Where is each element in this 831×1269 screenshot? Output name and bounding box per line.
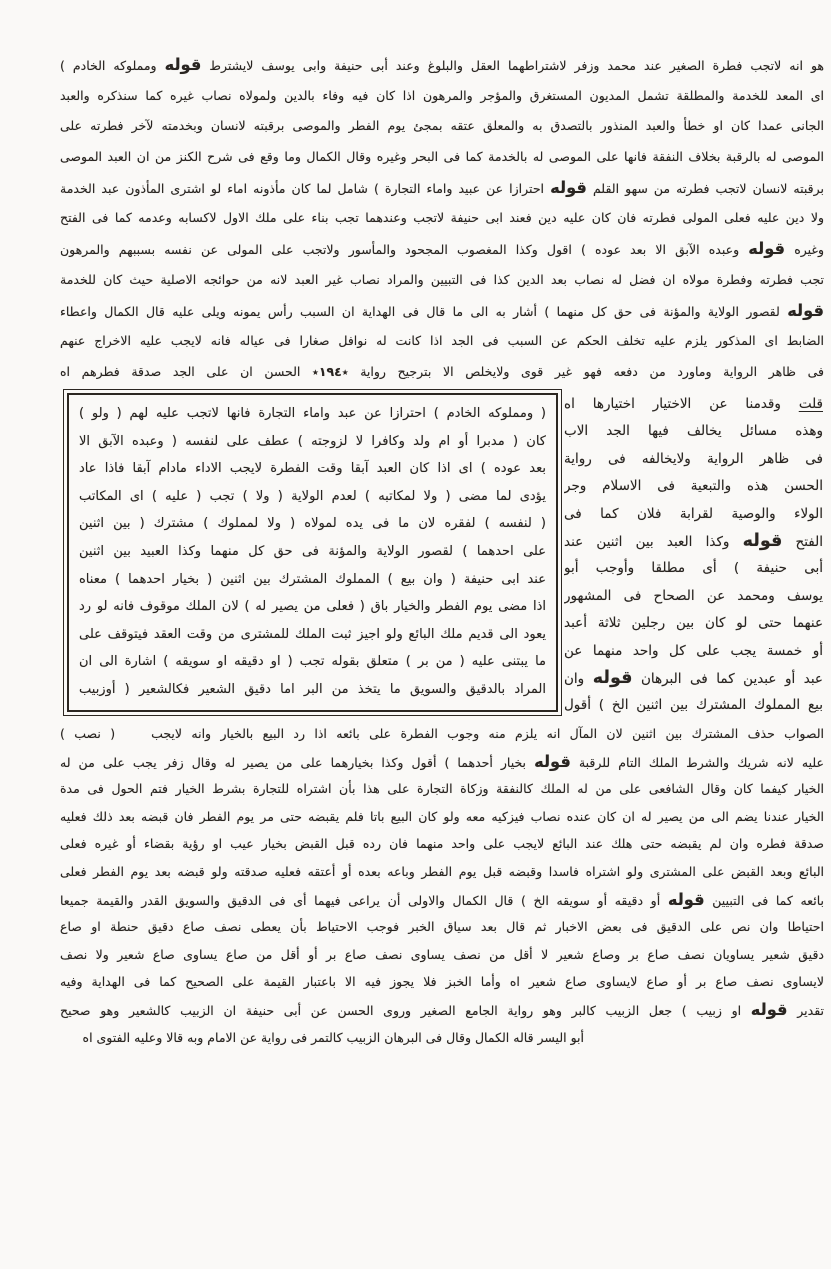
text-line <box>79 428 546 456</box>
text-run: عنهما حتى لو كان بين رجلين ثلاثة أعبد <box>564 615 823 632</box>
text-line <box>60 913 824 941</box>
text-line <box>60 173 824 204</box>
text-run: ولا دين عليه فعلى المولى فطرته فان كان عليه دين فعند ابى حنيفة لاتجب وعندهما تجب بناء على ملك الاول لاكسابه وعدمه كما فى الفتح <box>60 210 824 226</box>
text-run: الجانى عمدا كان او خطأ والعبد المنذور بالتصدق به والمعلق عتقه بمجئ يوم الفطر والموصى برقبته لانسان وبخدمته لآخر فطرته على <box>60 118 824 134</box>
text-line <box>564 501 823 528</box>
text-line <box>79 676 546 704</box>
text-line <box>564 638 823 665</box>
text-run: وكذا العبد بين اثنين عند <box>564 533 743 550</box>
text-line <box>60 81 824 112</box>
text-line <box>564 692 823 719</box>
text-line <box>60 803 824 831</box>
text-line <box>564 473 823 500</box>
text-run: يؤدى لما مضى ( ولا لمكاتبه ) لعدم الولاية ( ولا ) تجب ( عليه ) اى المكاتب <box>79 488 546 504</box>
text-line <box>79 621 546 649</box>
text-run: الموصى له بالرقبة بخلاف النفقة فانها على الموصى له بالخدمة كما فى البحر وغيره وقال الكمال وما وقع فى شرح الكنز من ان العبد الموصى <box>60 149 824 165</box>
text-line <box>60 1024 824 1052</box>
text-run: بيع المملوك المشترك بين اثنين الخ ) أقول <box>564 697 823 714</box>
text-line <box>564 610 823 637</box>
text-line <box>60 296 824 327</box>
matn-inset-text <box>67 393 558 712</box>
text-line <box>60 720 824 748</box>
text-line <box>60 775 824 803</box>
text-line <box>564 528 823 555</box>
text-run: أو دقيقه أو سويقه الخ ) قال الكمال والاولى أن يراعى فيهما أى فى الدقيق والسويق القدر والقيمة جميعا <box>60 892 668 908</box>
text-run: او زبيب ) جعل الزبيب كالبر وهو رواية الجامع الصغير وروى الحسن عن أبى حنيفة ان الزبيب كالشعير وهو صحيح <box>60 1002 751 1018</box>
text-run: بخيار أحدهما ) أقول وكذا بخيارهما على من يصير له وقال زفر يجب على من له <box>60 754 535 770</box>
keyword-qawluhu: قوله <box>164 55 202 74</box>
text-run: ( لنفسه ) لفقره لان ما فى يده لمولاه ( ولا لمملوك ) مشترك ( بين اثنين <box>79 516 546 532</box>
text-line <box>60 203 824 234</box>
keyword-qawluhu: قوله <box>748 239 786 259</box>
text-run: لايساوى نصف صاع بر أو صاع لايساوى صاع شعير اه وأما الخبز فلا يجوز فيه الا باعتبار القيمة على الصحيح كما فى الهداية وفيه <box>60 974 824 990</box>
text-line <box>60 234 824 265</box>
text-run: دقيق شعير يساويان نصف صاع بر وصاع شعير لا أقل من نصف يساوى نصف صاع بر أو أقل من صاع يساوى صاع شعير ولا نصف <box>60 946 824 962</box>
text-run: لقصور الولاية والمؤنة فى حق كل منهما ) أشار به الى ما قال فى الهداية ان السبب رأس يمونه ويلى عليه قال الكمال واعطاء <box>60 303 788 319</box>
text-line <box>79 510 546 538</box>
keyword-qawluhu: قوله <box>750 999 788 1019</box>
text-run: وان <box>564 670 593 687</box>
text-line <box>60 326 824 357</box>
text-run: فى ظاهر الرواية وماورد من دفعه فهو غير قوى ولايخلص الا بترجيح رواية <box>348 363 824 379</box>
text-line <box>60 748 824 776</box>
matn-inset-box <box>63 389 562 716</box>
text-run: أبو اليسر قاله الكمال وقال فى البرهان الزبيب كالتمر فى رواية عن الامام وبه قالا وعليه الفتوى اه <box>82 1029 584 1045</box>
keyword-qawluhu: قوله <box>787 300 824 320</box>
text-run: هو انه لاتجب فطرة الصغير عند محمد وزفر لاشتراطهما العقل والبلوغ وعند أبى حنيفة وابى يوسف لايشترط <box>201 58 824 73</box>
text-run: احترازا عن عبيد واماء التجارة ) شامل لما كان مأذونه اماء لو اشترى المأذون عبد الخدمة <box>60 180 551 196</box>
text-run: البائع وبعد القبض على المشترى ولو اشتراه فاسدا وقبضه قبل يوم الفطر وباعه بعده أو أعتقه فعليه صدقته ولو قبضه بعد يوم الفطر فعلى <box>60 863 824 879</box>
text-run: كان ( مدبرا أو ام ولد وكافرا لا لزوجته ) عطف على لنفسه ( وعبده الآبق الا <box>79 433 546 449</box>
text-line <box>60 968 824 996</box>
text-run: برقبته لانسان لاتجب فطرته من سهو القلم <box>586 180 824 196</box>
text-line <box>79 593 546 621</box>
text-run: يعود الى قديم ملك البائع ولو اجيز ثبت الملك للمشترى من وقت العقد فيتوقف على <box>79 626 546 642</box>
side-column-text <box>564 391 823 720</box>
text-run: بعد عوده ) اى اذا كان العبد آبقا وقت الفطرة لايجب الاداء مادام آبقا فاذا عاد <box>79 461 546 477</box>
text-line <box>60 265 824 296</box>
text-run: بائعه كما فى التبيين <box>704 892 824 908</box>
text-run: على احدهما ) لقصور الولاية والمؤنة فى حق كل منهما وكذا العبيد بين اثنين <box>79 543 546 559</box>
text-run: المراد بالدقيق والسويق ما يتخذ من البر اما دقيق الشعير فكالشعير ( أوزبيب <box>79 681 546 697</box>
text-line <box>60 996 824 1024</box>
text-line <box>60 830 824 858</box>
text-run: الحسن ان على الجد صدقة فطرهم اه <box>60 363 313 379</box>
text-run: عبد أو عبدين كما فى البرهان <box>632 670 823 687</box>
text-line <box>60 941 824 969</box>
text-line <box>79 400 546 428</box>
page-number-ornament: ٭١٩٤٭ <box>312 363 349 379</box>
text-run: يوسف ومحمد عن الصحاح فى المشهور <box>564 587 823 604</box>
text-line <box>79 566 546 594</box>
text-run: وعبده الآبق الا بعد عوده ) اقول وكذا المغصوب المجحود والمأسور ولاتجب على المولى عن نفسه بسببهم والمرهون <box>60 242 749 258</box>
text-run: ( ومملوكه الخادم ) احترازا عن عبد واماء التجارة فانها لاتجب عليه لهم ( ولو ) <box>79 406 546 421</box>
text-line <box>60 886 824 914</box>
text-run: اذا مضى يوم الفطر والخيار باق ( فعلى من يصير له ) لان الملك موقوف فانه لو رد <box>79 599 546 615</box>
text-line <box>564 418 823 445</box>
text-run: أبى حنيفة ) أى مطلقا وأوجب أبو <box>564 560 823 577</box>
text-run: ومملوكه الخادم ) <box>60 58 165 73</box>
text-line <box>79 455 546 483</box>
text-run: اى المعد للخدمة والمطلقة تشمل المديون المستغرق والمؤجر والمرهون اذا كان فيه وفاء بالدين ولمولاه نصاب غيره كما سنذكره والعبد <box>60 87 824 103</box>
keyword-qawluhu: قوله <box>592 667 633 688</box>
text-run: وهذه مسائل يخالف فيها الجد الاب <box>564 423 823 440</box>
text-run: الفتح <box>782 533 823 550</box>
text-line <box>564 555 823 582</box>
main-text-upper <box>60 50 824 388</box>
text-line <box>60 50 824 81</box>
text-run: الولاء والوصية لقرابة فلان كما فى <box>564 505 823 522</box>
text-line <box>564 583 823 610</box>
keyword-qawluhu: قوله <box>550 177 587 197</box>
text-line <box>60 858 824 886</box>
text-run: تقدير <box>787 1002 824 1018</box>
keyword-qawluhu: قوله <box>534 751 571 771</box>
text-run: الخيار عندنا يضم الى من يصير له ان كان عنده نصاب فيزكيه معه ولو كان البيع باتا فلم يقبضه حتى مر يوم الفطر فان قبضه بعد ذلك فعليه <box>60 808 824 824</box>
text-line <box>564 391 823 418</box>
text-line <box>79 483 546 511</box>
text-run: ( نصب ) <box>60 726 116 741</box>
text-line <box>79 538 546 566</box>
text-run: الضابط اى المذكور يلزم عليه تخلف الحكم عن السبب فى الجد اذا كانت له نوافل صغارا فى عياله فانه لايجب عليه الاخراج عنهم <box>60 333 824 349</box>
keyword-qawluhu: قوله <box>667 889 705 909</box>
text-run: قلت <box>798 396 823 412</box>
text-run: فى ظاهر الرواية ولايخالفه فى رواية <box>564 450 823 467</box>
text-run: الخيار كيفما كان وقال الشافعى على من له الملك كالنفقة وزكاة التجارة على هذا بأن اشتراه للتجارة بشرط الخيار فتم الحول فى مدة <box>60 781 824 797</box>
text-run: الحسن هذه والتبعية فى الاسلام وجر <box>564 478 823 495</box>
text-line <box>79 648 546 676</box>
text-run: ما يبتنى عليه ( من بر ) متعلق بقوله تجب ( او دقيقه او سويقه ) اشارة الى ان <box>79 654 546 670</box>
text-run: أو خمسة يجب على كل واحد منهما عن <box>564 642 823 659</box>
text-run: تجب فطرته وفطرة مولاه ان فضل له نصاب بعد الدين كذا فى التبيين والمراد نصاب غير العبد لانه من حوائجه الاصلية حيث كان للخدمة <box>60 271 824 287</box>
text-run: عليه لانه شريك والشرط الملك التام للرقبة <box>570 754 824 770</box>
text-run: الصواب حذف المشترك بين اثنين لان المآل انه يلزم منه وجوب الفطرة على بائعه اذا رد البيع بالخيار وانه لايجب <box>151 726 824 741</box>
text-line <box>564 446 823 473</box>
text-line <box>564 665 823 692</box>
keyword-qawluhu: قوله <box>742 530 783 551</box>
text-line <box>60 111 824 142</box>
text-run: وغيره <box>785 242 824 258</box>
text-line <box>60 142 824 173</box>
text-run: احتياطا وان نص على الدقيق فى بعض الاخبار ثم قال بعد سياق الخبر فوجب الاحتياط بأن يعطى نصف صاع دقيق حنطة او صاع <box>60 919 824 935</box>
text-run: عند ابى حنيفة ( وان بيع ) المملوك المشترك بين اثنين ( بخيار احدهما ) معناه <box>79 571 546 587</box>
text-line <box>60 357 824 388</box>
text-run: وقدمنا عن الاختيار اختيارها اه <box>564 396 799 412</box>
text-run: صدقة فطره وان لم يقبضه حتى هلك عند البائع لايجب على واحد منهما فان رده قبل القبض بخيار عيب او رؤية بقضاء أو غيره فعلى <box>60 836 824 852</box>
main-text-lower <box>60 720 824 1051</box>
